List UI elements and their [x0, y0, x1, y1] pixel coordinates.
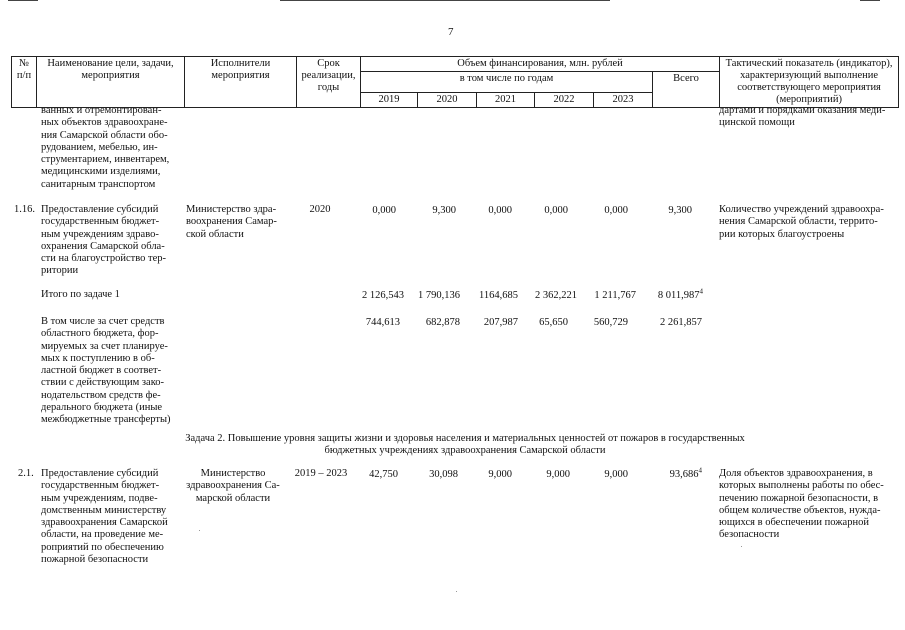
page-number: 7	[448, 26, 454, 38]
row-name: Предоставление субсидий государственным бюджет- ным учреждениям здраво- охранения Самарской обла- сти на благоустройство тер- ритории	[41, 204, 167, 277]
total-2019: 2 126,543	[362, 290, 404, 301]
header-num: № п/п	[12, 57, 37, 108]
row-executor: Министерство здравоохранения Са- марской области	[186, 468, 280, 504]
continuation-indicator: дартами и порядками оказания меди- цинской помощи	[719, 105, 886, 129]
total-2022: 2 362,221	[535, 290, 577, 301]
value-2019: 0,000	[372, 205, 396, 216]
regional-total: 2 261,857	[660, 317, 702, 328]
header-by-year: в том числе по годам	[361, 72, 653, 93]
value-2022: 0,000	[544, 205, 568, 216]
scan-speck	[741, 546, 742, 547]
total-2020: 1 790,136	[418, 290, 460, 301]
header-year: 2023	[594, 93, 653, 108]
header-table	[11, 56, 899, 108]
header-year: 2022	[535, 93, 594, 108]
header-indicator: Тактический показатель (индикатор), характеризующий выполнение соответствующего мероприятия (мероприятий)	[720, 57, 899, 108]
value-2023: 0,000	[604, 205, 628, 216]
header-funding: Объем финансирования, млн. рублей	[361, 57, 720, 72]
scan-speck	[199, 530, 200, 531]
value-2019: 42,750	[369, 469, 398, 480]
row-term: 2019 – 2023	[294, 468, 348, 479]
value-2023: 9,000	[604, 469, 628, 480]
row-number: 1.16.	[14, 204, 35, 215]
regional-name: В том числе за счет средств областного бюджета, фор- мируемых за счет планируе- мых к поступлению в об- ластной бюджет в соответ- ствии с действующим зако- нодательством средств фе- дерального бюджета (иные межбюджетные трансферты)	[41, 316, 171, 426]
task2-heading: Задача 2. Повышение уровня защиты жизни и здоровья населения и материальных ценностей от пожаров в государственных бюджетных учреждениях здравоохранения Самарской области	[185, 433, 745, 457]
total-all: 8 011,987$^4$	[657, 287, 703, 301]
header-total: Всего	[653, 72, 720, 108]
row-executor: Министерство здра- воохранения Самар- ской области	[186, 204, 277, 240]
regional-2021: 207,987	[483, 317, 518, 328]
value-total: 9,300	[668, 205, 692, 216]
row-term: 2020	[309, 204, 331, 215]
value-2020: 9,300	[432, 205, 456, 216]
scan-speck	[456, 591, 457, 592]
header-year: 2020	[418, 93, 477, 108]
header-executors: Исполнители мероприятия	[185, 57, 297, 108]
regional-2023: 560,729	[593, 317, 628, 328]
total-2023: 1 211,767	[594, 290, 636, 301]
value-2021: 0,000	[488, 205, 512, 216]
total-2021: 1164,685	[479, 290, 518, 301]
regional-2022: 65,650	[539, 317, 568, 328]
value-total: 93,686$^4$	[669, 466, 702, 480]
value-2022: 9,000	[546, 469, 570, 480]
regional-2020: 682,878	[425, 317, 460, 328]
regional-2019: 744,613	[365, 317, 400, 328]
value-2020: 30,098	[429, 469, 458, 480]
total-label: Итого по задаче 1	[41, 289, 120, 300]
header-year: 2019	[361, 93, 418, 108]
continuation-name: ванных и отремонтирован- ных объектов здравоохране- ния Самарской области обо- рудованием, мебелью, ин- струментарием, инвентарем, медицинскими изделиями, санитарным транспортом	[41, 105, 170, 190]
header-name: Наименование цели, задачи, мероприятия	[37, 57, 185, 108]
top-border-line	[280, 0, 610, 1]
header-year: 2021	[477, 93, 535, 108]
top-border-line	[860, 0, 880, 1]
row-indicator: Количество учреждений здравоохра- нения Самарской области, террито- рии которых благоустроены	[719, 204, 884, 240]
row-number: 2.1.	[18, 468, 34, 479]
header-term: Срок реализации, годы	[297, 57, 361, 108]
value-2021: 9,000	[488, 469, 512, 480]
top-border-line	[8, 0, 38, 1]
row-indicator: Доля объектов здравоохранения, в которых выполнены работы по обес- печению пожарной безопасности, в общем количестве объектов, нужда- ющихся в обеспечении пожарной безопасности	[719, 468, 884, 541]
row-name: Предоставление субсидий государственным бюджет- ным учреждениям, подве- домственным министерству здравоохранения Самарской области, на проведение ме- роприятий по обеспечению пожарной безопасности	[41, 468, 168, 566]
